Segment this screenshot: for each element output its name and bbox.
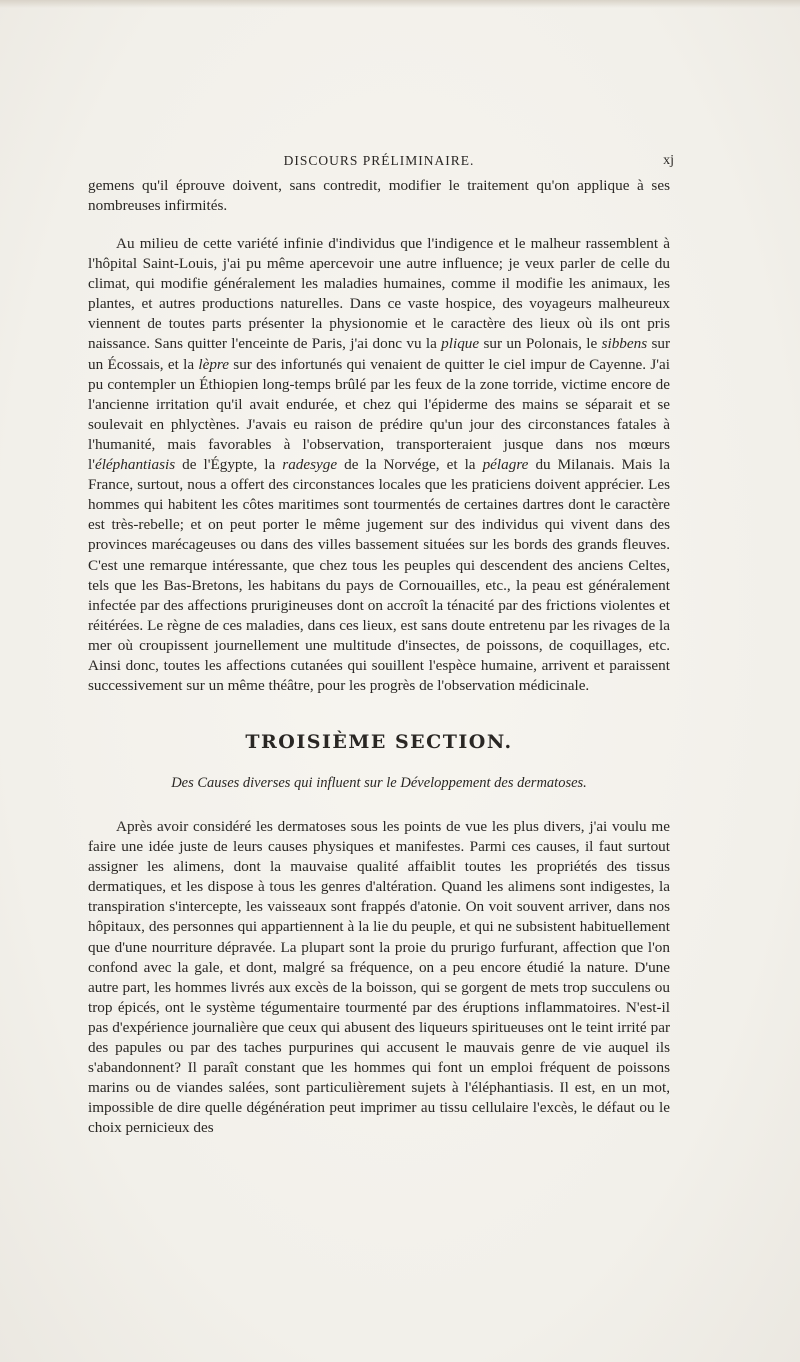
text-run: sur des infortunés qui venaient de quitter le ciel impur de Cayenne. J'ai pu contempler un Éthiopien long-temps brûlé par les feux de la zone torride, victime encore de l'ancienne irritation qu'il avait endurée, et chez qui l'épiderme des mains se séparait et se soulevait en phlyctènes. J'avais eu raison de prédire qu'un jour des circonstances fatales à l'humanité, mais favorables à l'observation, transporteraient jusque dans nos mœurs l' <box>88 355 670 474</box>
text-run: sur un Écossais, et la <box>88 335 671 373</box>
term-plique: plique <box>441 335 480 353</box>
text-run: de l'Égypte, la <box>175 456 283 474</box>
term-lepre: lèpre <box>198 355 230 373</box>
paragraph-causes <box>88 817 670 1139</box>
page-header <box>88 153 674 173</box>
paragraph-continued <box>88 176 670 216</box>
page-number: xj <box>663 153 674 168</box>
term-pelagre: pélagre <box>482 456 529 474</box>
text-run: sur un Polonais, le <box>479 335 602 353</box>
term-radesyge: radesyge <box>282 456 338 474</box>
term-sibbens: sibbens <box>601 335 648 353</box>
text-run: Au milieu de cette variété infinie d'individus que l'indigence et le malheur rassemblent à l'hôpital Saint-Louis, j'ai pu même apercevoir une autre influence; je veux parler de celle du climat, qui modifie généralement les maladies humaines, comme il modifie les animaux, les plantes, et autres productions naturelles. Dans ce vaste hospice, des voyageurs malheureux viennent de toutes parts présenter la physionomie et le caractère des lieux où ils ont pris naissance. Sans quitter l'enceinte de Paris, j'ai donc vu la <box>88 235 670 353</box>
term-elephantiasis: éléphantiasis <box>94 456 176 474</box>
section-subtitle: Des Causes diverses qui influent sur le Développement des dermatoses. <box>171 775 587 791</box>
paragraph-text: Après avoir considéré les dermatoses sous les points de vue les plus divers, j'ai voulu me faire une idée juste de leurs causes physiques et manifestes. Parmi ces causes, il faut surtout assigner les alimens, dont la mauvaise qualité affaiblit toutes les propriétés des tissus dermatiques, et les dispose à tous les genres d'altération. Quand les alimens sont indigestes, la transpiration s'intercepte, les vaisseaux sont frappés d'atonie. On voit souvent arriver, dans nos hôpitaux, des personnes qui appartiennent à la lie du peuple, et qui ne subsistent habituellement que d'une nourriture dépravée. La plupart sont la proie du prurigo furfurant, affection que l'on confond avec la gale, et dont, malgré sa fréquence, on a peu encore étudié la nature. D'une autre part, les hommes livrés aux excès de la boisson, qui se gorgent de mets trop succulens ou trop épicés, ont le système tégumentaire tourmenté par des éruptions inflammatoires. N'est-il pas d'expérience journalière que ceux qui abusent des liqueurs spiritueuses ont le teint irrité par des papules ou par des taches purpurines qui accusent le mauvais genre de vie auquel ils s'abandonnent? Il paraît constant que les hommes qui font un emploi fréquent de poissons marins ou de viandes salées, sont particulièrement sujets à l'éléphantiasis. Il est, en un mot, impossible de dire quelle dégénération peut imprimer au tissu cellulaire l'excès, le défaut ou le choix pernicieux des <box>88 818 670 1137</box>
text-run: du Milanais. Mais la France, surtout, nous a offert des circonstances locales que les praticiens doivent apprécier. Les hommes qui habitent les côtes maritimes sont tourmentés de certaines dartres dont le caractère est très-rebelle; et on peut porter le même jugement sur des individus qui vivent dans des provinces marécageuses ou dans des villes bassement situées sur les bords des grands fleuves. C'est une remarque intéressante, que chez tous les peuples qui descendent des anciens Celtes, tels que les Bas-Bretons, les habitans du pays de Cornouailles, etc., la peau est généralement infectée par des affections prurigineuses dont on accroît la ténacité par des frictions violentes et réitérées. Le règne de ces maladies, dans ces lieux, est sans doute entretenu par les rivages de la mer où croupissent journellement une multitude d'insectes, de poissons, de coquillages, etc. Ainsi donc, toutes les affections cutanées qui souillent l'espèce humaine, arrivent et paraissent successivement sur un même théâtre, pour les progrès de l'observation médicinale. <box>88 456 670 695</box>
running-head: DISCOURS PRÉLIMINAIRE. <box>283 153 475 168</box>
paragraph-text <box>88 234 670 696</box>
page-top-shadow <box>0 0 800 8</box>
text-run: de la Norvége, et la <box>337 456 483 474</box>
paragraph-text: gemens qu'il éprouve doivent, sans contredit, modifier le traitement qu'on applique à ses nombreuses infirmités. <box>88 177 670 215</box>
section-title: TROISIÈME SECTION. <box>245 731 513 753</box>
paragraph-hospital-climate <box>88 234 670 696</box>
